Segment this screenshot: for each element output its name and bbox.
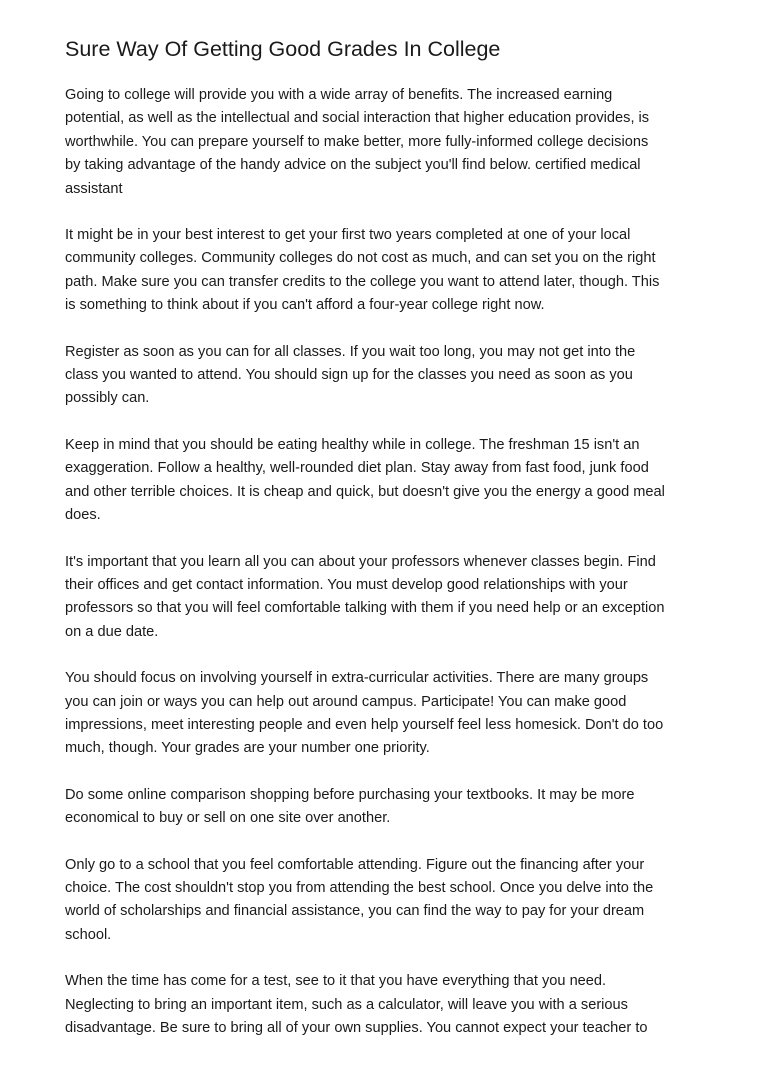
paragraph-line: on a due date. — [65, 623, 159, 640]
paragraph-line: Only go to a school that you feel comfortable attending. Figure out the financing after your — [65, 856, 645, 873]
paragraph-line: school. — [65, 926, 112, 943]
paragraph-line: does. — [65, 507, 101, 524]
paragraph-line: possibly can. — [65, 390, 150, 407]
paragraph-line: It's important that you learn all you can about your professors whenever classes begin. Find — [65, 553, 656, 570]
paragraph-line: potential, as well as the intellectual and social interaction that higher education provides, is — [65, 110, 650, 127]
paragraph-line: assistant — [65, 180, 123, 197]
paragraph-line: Register as soon as you can for all classes. If you wait too long, you may not get into the — [65, 343, 636, 360]
paragraph-line: their offices and get contact information. You must develop good relationships with your — [65, 576, 628, 593]
paragraph-line: Do some online comparison shopping before purchasing your textbooks. It may be more — [65, 786, 635, 803]
paragraph-line: When the time has come for a test, see to it that you have everything that you need. — [65, 973, 607, 990]
paragraph — [65, 970, 715, 1040]
paragraph — [65, 854, 715, 948]
paragraph — [65, 84, 715, 201]
paragraph-line: much, though. Your grades are your number one priority. — [65, 740, 430, 757]
paragraph-line: economical to buy or sell on one site over another. — [65, 810, 391, 827]
paragraph-line: It might be in your best interest to get your first two years completed at one of your local — [65, 227, 631, 244]
paragraph-line: exaggeration. Follow a healthy, well-rounded diet plan. Stay away from fast food, junk food — [65, 460, 649, 477]
paragraph-line: path. Make sure you can transfer credits to the college you want to attend later, though. This — [65, 273, 660, 290]
paragraph-line: Neglecting to bring an important item, such as a calculator, will leave you with a serious — [65, 996, 628, 1013]
document-title: Sure Way Of Getting Good Grades In College — [65, 37, 501, 61]
paragraph-line: by taking advantage of the handy advice on the subject you'll find below. certified medical — [65, 157, 641, 174]
document-body — [65, 84, 715, 1063]
paragraph-line: disadvantage. Be sure to bring all of your own supplies. You cannot expect your teacher to — [65, 1020, 648, 1036]
paragraph — [65, 434, 715, 528]
paragraph-line: worthwhile. You can prepare yourself to make better, more fully-informed college decisions — [65, 133, 649, 150]
paragraph — [65, 224, 715, 318]
paragraph-line: professors so that you will feel comfortable talking with them if you need help or an exception — [65, 600, 665, 617]
paragraph-line: you can join or ways you can help out around campus. Participate! You can make good — [65, 693, 627, 710]
paragraph-line: impressions, meet interesting people and even help yourself feel less homesick. Don't do too — [65, 716, 664, 733]
paragraph-line: class you wanted to attend. You should sign up for the classes you need as soon as you — [65, 367, 633, 384]
paragraph-line: world of scholarships and financial assistance, you can find the way to pay for your dream — [65, 903, 645, 920]
paragraph-line: Keep in mind that you should be eating healthy while in college. The freshman 15 isn't an — [65, 436, 640, 453]
paragraph-line: You should focus on involving yourself in extra-curricular activities. There are many groups — [65, 670, 649, 687]
paragraph — [65, 784, 715, 831]
paragraph-line: is something to think about if you can't afford a four-year college right now. — [65, 297, 545, 314]
paragraph-line: Going to college will provide you with a wide array of benefits. The increased earning — [65, 87, 613, 103]
paragraph — [65, 341, 715, 411]
paragraph — [65, 667, 715, 761]
paragraph — [65, 551, 715, 645]
paragraph-line: and other terrible choices. It is cheap and quick, but doesn't give you the energy a good meal — [65, 483, 665, 500]
paragraph-line: choice. The cost shouldn't stop you from attending the best school. Once you delve into the — [65, 879, 654, 896]
paragraph-line: community colleges. Community colleges do not cost as much, and can set you on the right — [65, 250, 656, 267]
